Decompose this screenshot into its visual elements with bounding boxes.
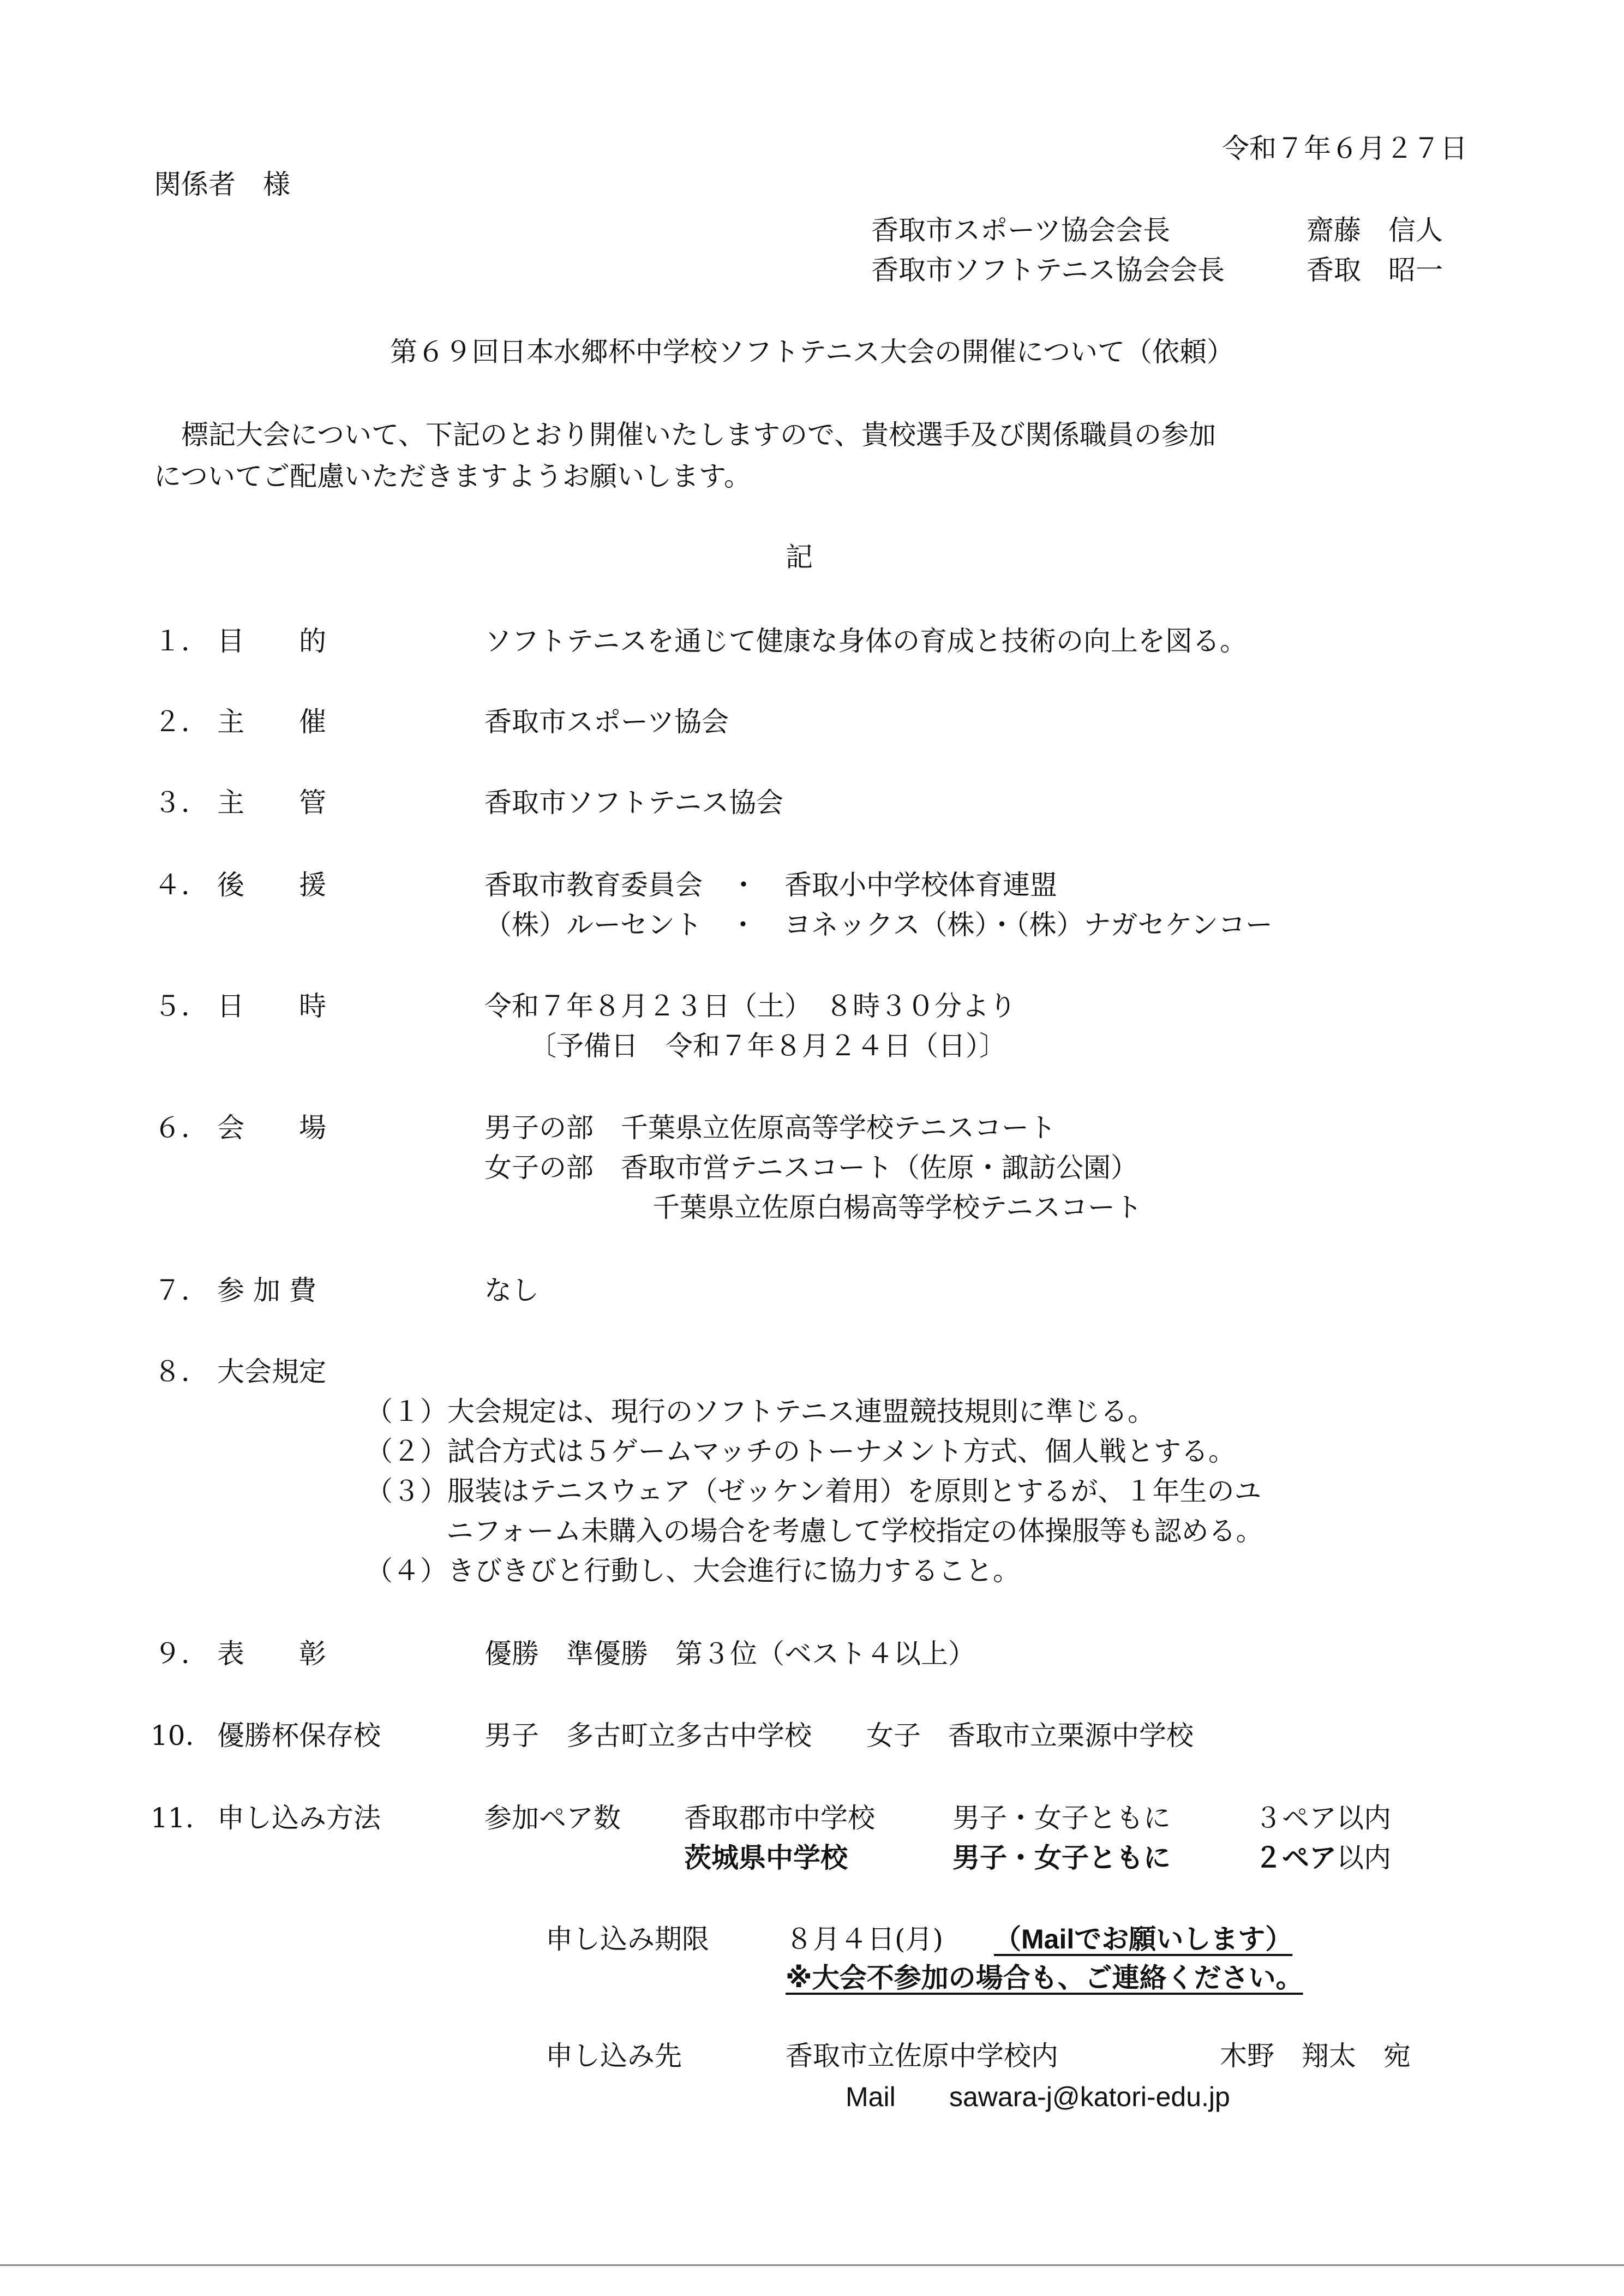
rule-line: （１）大会規定は、現行のソフトテニス連盟競技規則に準じる。: [365, 1396, 1155, 1427]
item-label: 日 時: [217, 990, 326, 1022]
page-bottom-rule: [0, 2264, 1624, 2266]
item-text: 男子 多古町立多古中学校 女子 香取市立栗源中学校: [484, 1720, 1194, 1751]
item-text: 香取市教育委員会 ・ 香取小中学校体育連盟: [484, 869, 1057, 901]
pair-condition: 男子・女子ともに: [952, 1843, 1171, 1873]
item-text: 千葉県立佐原白楊高等学校テニスコート: [652, 1192, 1142, 1223]
item-label: 主 管: [217, 787, 326, 818]
item-number: ２．: [154, 706, 208, 738]
pair-count-bold: ２ペア: [1255, 1843, 1337, 1873]
item-label: 申し込み方法: [217, 1802, 381, 1834]
mail-address: sawara-j@katori-edu.jp: [949, 2082, 1230, 2112]
item-text: （株）ルーセント ・ ヨネックス（株）・（株）ナガセケンコー: [484, 909, 1273, 941]
item-label: 表 彰: [217, 1638, 326, 1670]
sender-name-2: 香取 昭一: [1307, 254, 1443, 286]
intro-line-1: 標記大会について、下記のとおり開催いたしますので、貴校選手及び関係職員の参加: [181, 419, 1216, 451]
item-number: ４．: [154, 869, 208, 901]
item-text: 香取市スポーツ協会: [484, 706, 729, 738]
item-text: 男子の部 千葉県立佐原高等学校テニスコート: [484, 1112, 1056, 1144]
destination-name: 木野 翔太 宛: [1220, 2040, 1411, 2072]
pair-count: ３ペア以内: [1255, 1802, 1391, 1834]
intro-line-2: についてご配慮いただきますようお願いします。: [154, 461, 751, 492]
document-title: 第６９回日本水郷杯中学校ソフトテニス大会の開催について（依頼）: [390, 336, 1234, 368]
item-text: 令和７年８月２３日（土） ８時３０分より: [484, 990, 1016, 1022]
item-number: 11.: [151, 1802, 194, 1834]
item-text: なし: [484, 1275, 539, 1306]
item-number: ３．: [154, 787, 208, 818]
deadline-label: 申し込み期限: [546, 1923, 709, 1955]
pair-school: 香取郡市中学校: [684, 1802, 875, 1834]
deadline-date: ８月４日(月): [786, 1923, 944, 1955]
absent-note: ※大会不参加の場合も、ご連絡ください。: [786, 1963, 1303, 1993]
item-number: ５．: [154, 990, 208, 1022]
pair-school: 茨城県中学校: [684, 1843, 848, 1873]
item-number: ６．: [154, 1112, 208, 1144]
item-number: ８．: [154, 1356, 208, 1388]
item-text: ソフトテニスを通じて健康な身体の育成と技術の向上を図る。: [484, 625, 1247, 657]
item-label: 参 加 費: [217, 1275, 316, 1306]
item-label: 大会規定: [217, 1356, 326, 1388]
destination-label: 申し込み先: [546, 2040, 682, 2072]
destination-place: 香取市立佐原中学校内: [786, 2040, 1058, 2072]
addressee: 関係者 様: [154, 169, 290, 200]
item-label: 会 場: [217, 1112, 326, 1144]
pair-condition: 男子・女子ともに: [952, 1802, 1171, 1834]
document-date: 令和７年６月２７日: [1222, 133, 1467, 164]
item-text: 香取市ソフトテニス協会: [484, 787, 783, 818]
pair-count-label: 参加ペア数: [484, 1802, 621, 1834]
deadline-note: （Mailでお願いします）: [994, 1924, 1293, 1954]
rule-line: （３）服装はテニスウェア（ゼッケン着用）を原則とするが、１年生のユ: [365, 1475, 1262, 1507]
item-label: 後 援: [217, 869, 326, 901]
item-number: 10.: [151, 1720, 194, 1751]
item-text: 女子の部 香取市営テニスコート（佐原・諏訪公園）: [484, 1152, 1138, 1183]
item-label: 目 的: [217, 625, 326, 657]
rule-line: ニフォーム未購入の場合を考慮して学校指定の体操服等も認める。: [446, 1515, 1263, 1547]
rule-line: （４）きびきびと行動し、大会進行に協力すること。: [365, 1555, 1020, 1587]
item-label: 主 催: [217, 706, 326, 738]
item-text: 〔予備日 令和７年８月２４日（日）〕: [529, 1030, 1006, 1062]
sender-title-1: 香取市スポーツ協会会長: [871, 214, 1170, 246]
item-number: ７．: [154, 1275, 208, 1306]
pair-count-rest: 以内: [1337, 1842, 1391, 1874]
item-label: 優勝杯保存校: [217, 1720, 381, 1751]
item-number: １．: [154, 625, 208, 657]
mail-label: Mail: [846, 2082, 896, 2112]
sender-name-1: 齋藤 信人: [1307, 214, 1443, 246]
pair-count: [1255, 1844, 1391, 1872]
item-text: 優勝 準優勝 第３位（ベスト４以上）: [484, 1638, 975, 1670]
rule-line: （２）試合方式は５ゲームマッチのトーナメント方式、個人戦とする。: [365, 1436, 1236, 1467]
ki-heading: 記: [786, 541, 813, 573]
sender-title-2: 香取市ソフトテニス協会会長: [871, 254, 1225, 286]
item-number: ９．: [154, 1638, 208, 1670]
